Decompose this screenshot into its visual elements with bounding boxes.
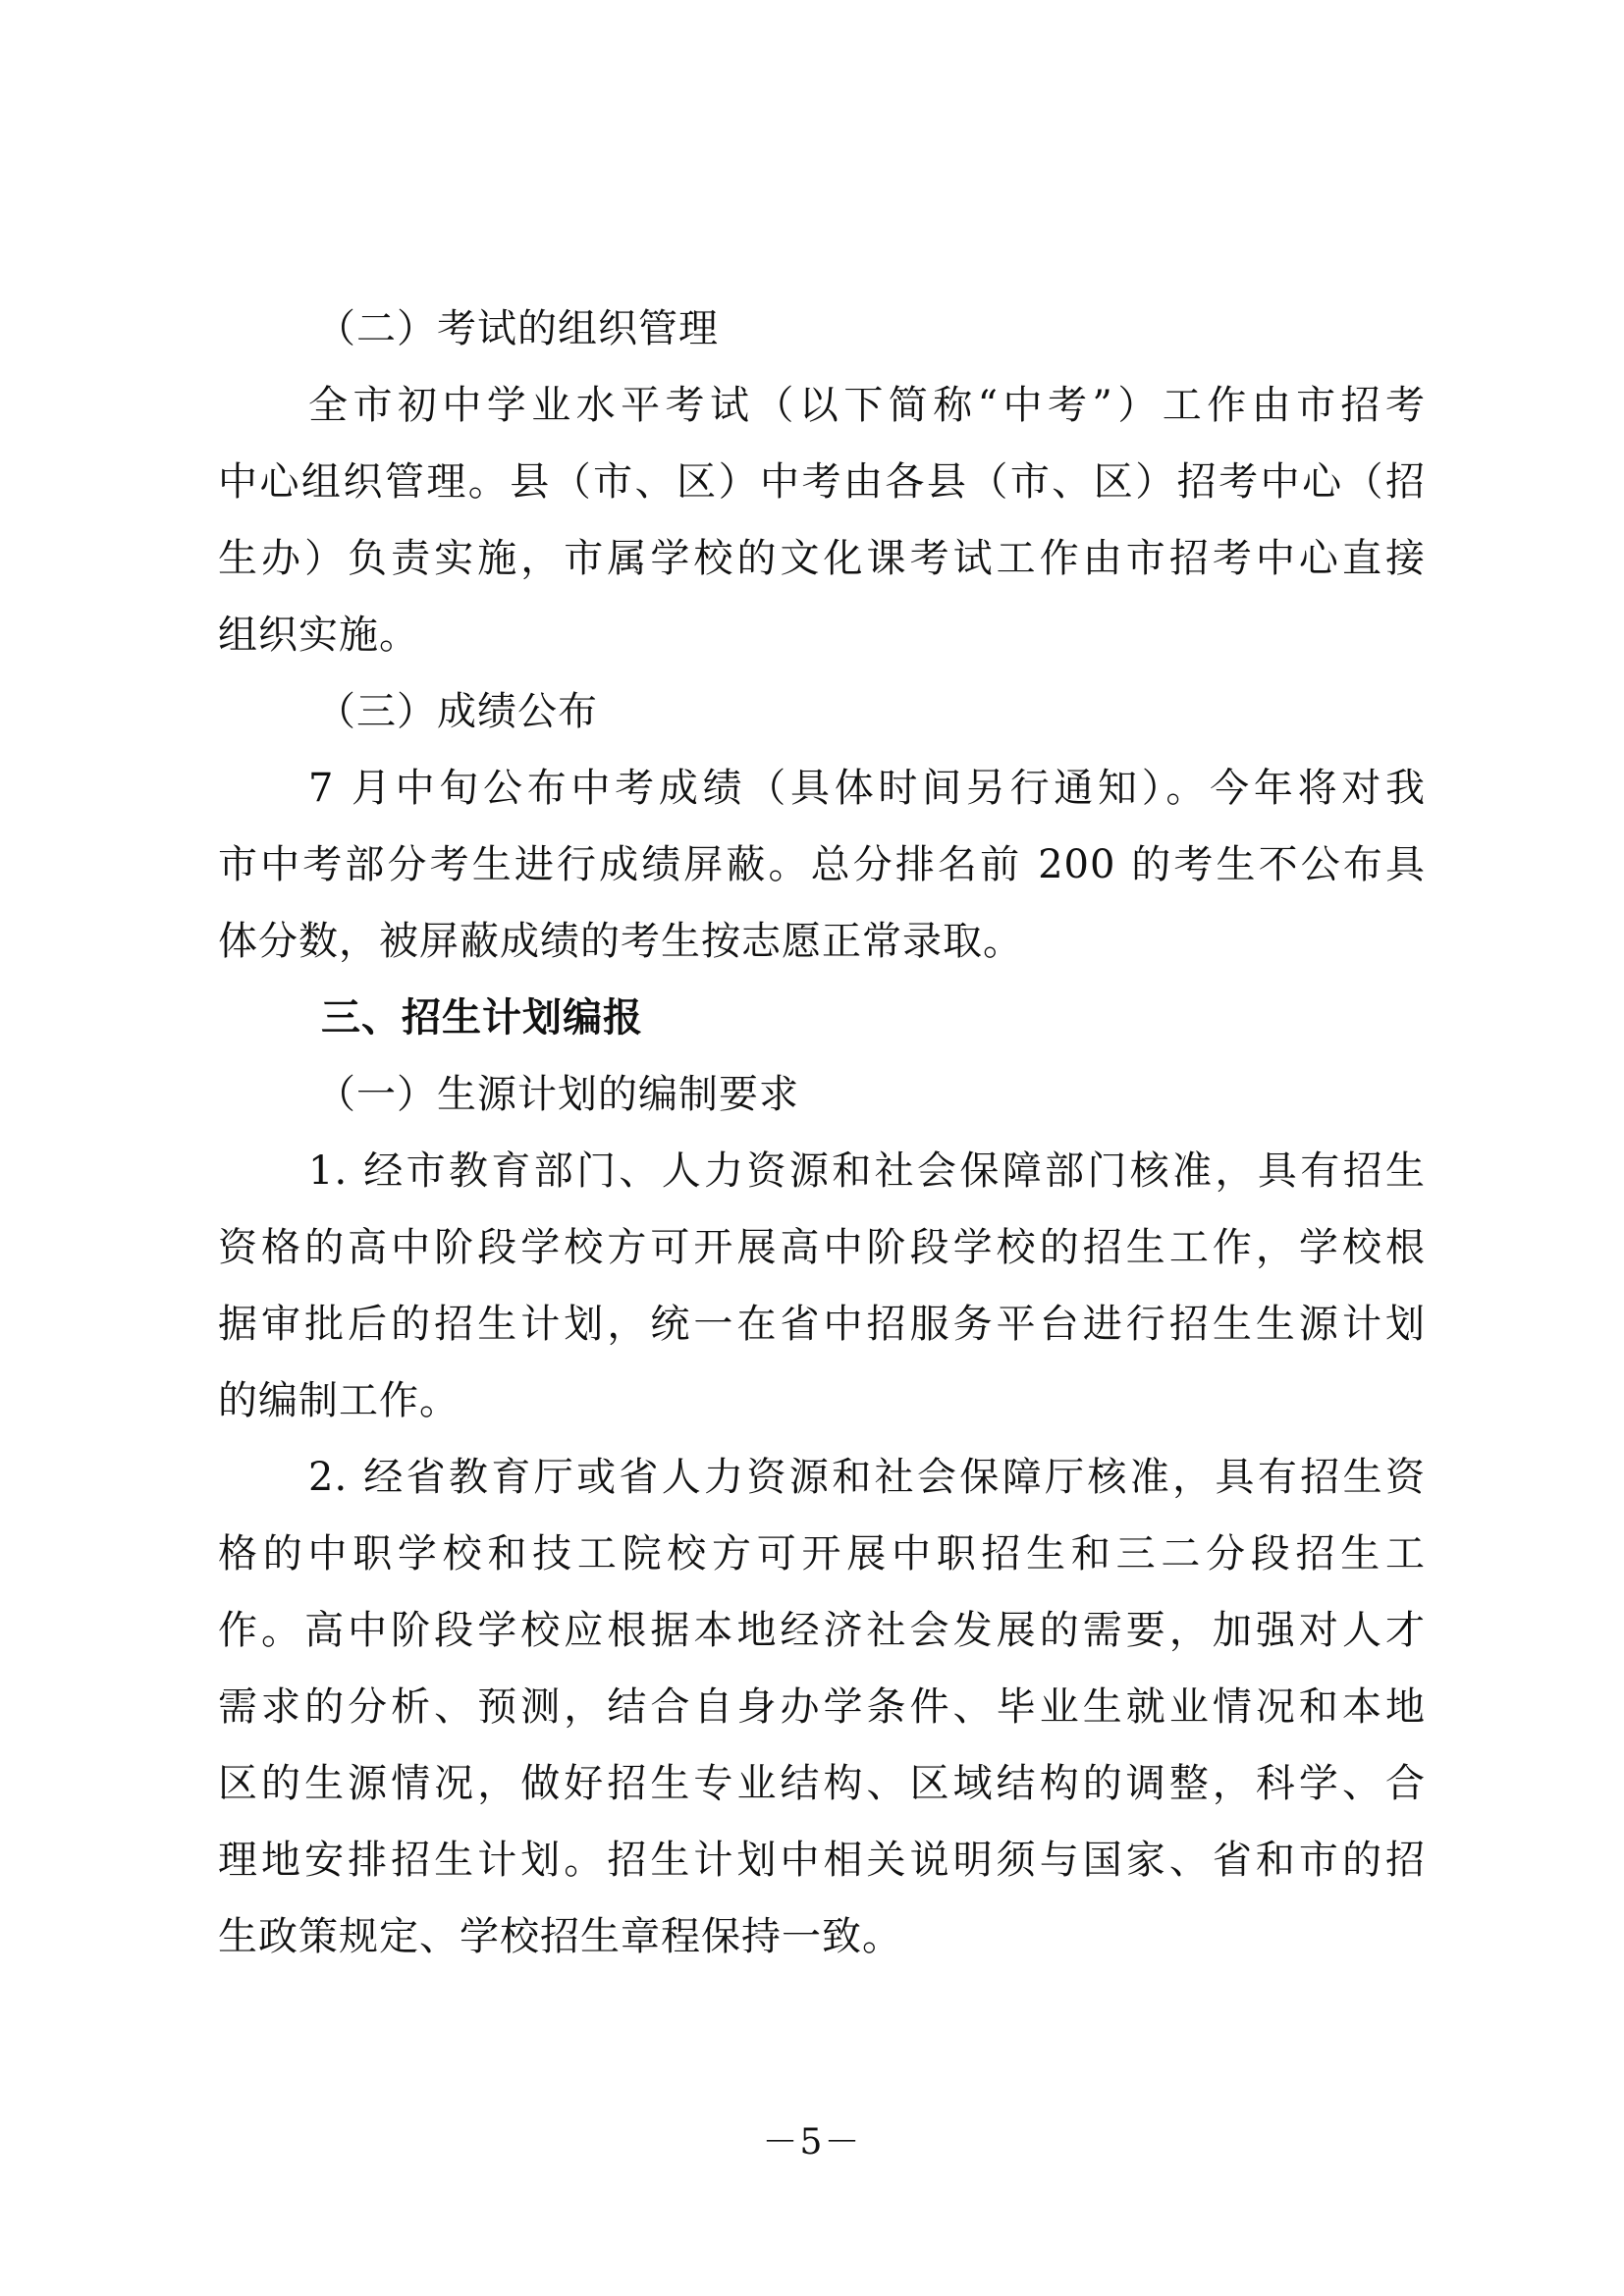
paragraph-line: 理地安排招生计划。招生计划中相关说明须与国家、省和市的招 — [218, 1838, 1426, 1883]
paragraph-line: 中心组织管理。县（市、区）中考由各县（市、区）招考中心（招 — [218, 459, 1426, 505]
subheading-exam-organization: （二）考试的组织管理 — [316, 306, 719, 351]
subheading-plan-requirements: （一）生源计划的编制要求 — [316, 1072, 799, 1117]
paragraph-line: 需求的分析、预测，结合自身办学条件、毕业生就业情况和本地 — [218, 1684, 1426, 1730]
section-heading-enrollment-plan: 三、招生计划编报 — [321, 995, 643, 1041]
paragraph-line: 资格的高中阶段学校方可开展高中阶段学校的招生工作，学校根 — [218, 1225, 1426, 1270]
paragraph-line: 体分数，被屏蔽成绩的考生按志愿正常录取。 — [218, 919, 1023, 964]
paragraph-line: 区的生源情况，做好招生专业结构、区域结构的调整，科学、合 — [218, 1761, 1426, 1806]
paragraph-line: 7 月中旬公布中考成绩（具体时间另行通知）。今年将对我 — [308, 766, 1426, 811]
paragraph-line: 2. 经省教育厅或省人力资源和社会保障厅核准，具有招生资 — [308, 1455, 1426, 1500]
paragraph-line: 格的中职学校和技工院校方可开展中职招生和三二分段招生工 — [218, 1531, 1426, 1576]
paragraph-line: 生办）负责实施，市属学校的文化课考试工作由市招考中心直接 — [218, 536, 1426, 581]
paragraph-line: 市中考部分考生进行成绩屏蔽。总分排名前 200 的考生不公布具 — [218, 842, 1426, 887]
paragraph-line: 生政策规定、学校招生章程保持一致。 — [218, 1914, 902, 1959]
paragraph-line: 全市初中学业水平考试（以下简称“中考”）工作由市招考 — [308, 383, 1426, 428]
paragraph-line: 作。高中阶段学校应根据本地经济社会发展的需要，加强对人才 — [218, 1608, 1426, 1653]
paragraph-line: 据审批后的招生计划，统一在省中招服务平台进行招生生源计划 — [218, 1302, 1426, 1347]
paragraph-line: 1. 经市教育部门、人力资源和社会保障部门核准，具有招生 — [308, 1148, 1426, 1194]
subheading-score-release: （三）成绩公布 — [316, 689, 598, 734]
page-number: －5－ — [762, 2122, 862, 2163]
paragraph-line: 的编制工作。 — [218, 1378, 460, 1423]
body-text — [218, 291, 1426, 1975]
paragraph-line: 组织实施。 — [218, 613, 419, 658]
